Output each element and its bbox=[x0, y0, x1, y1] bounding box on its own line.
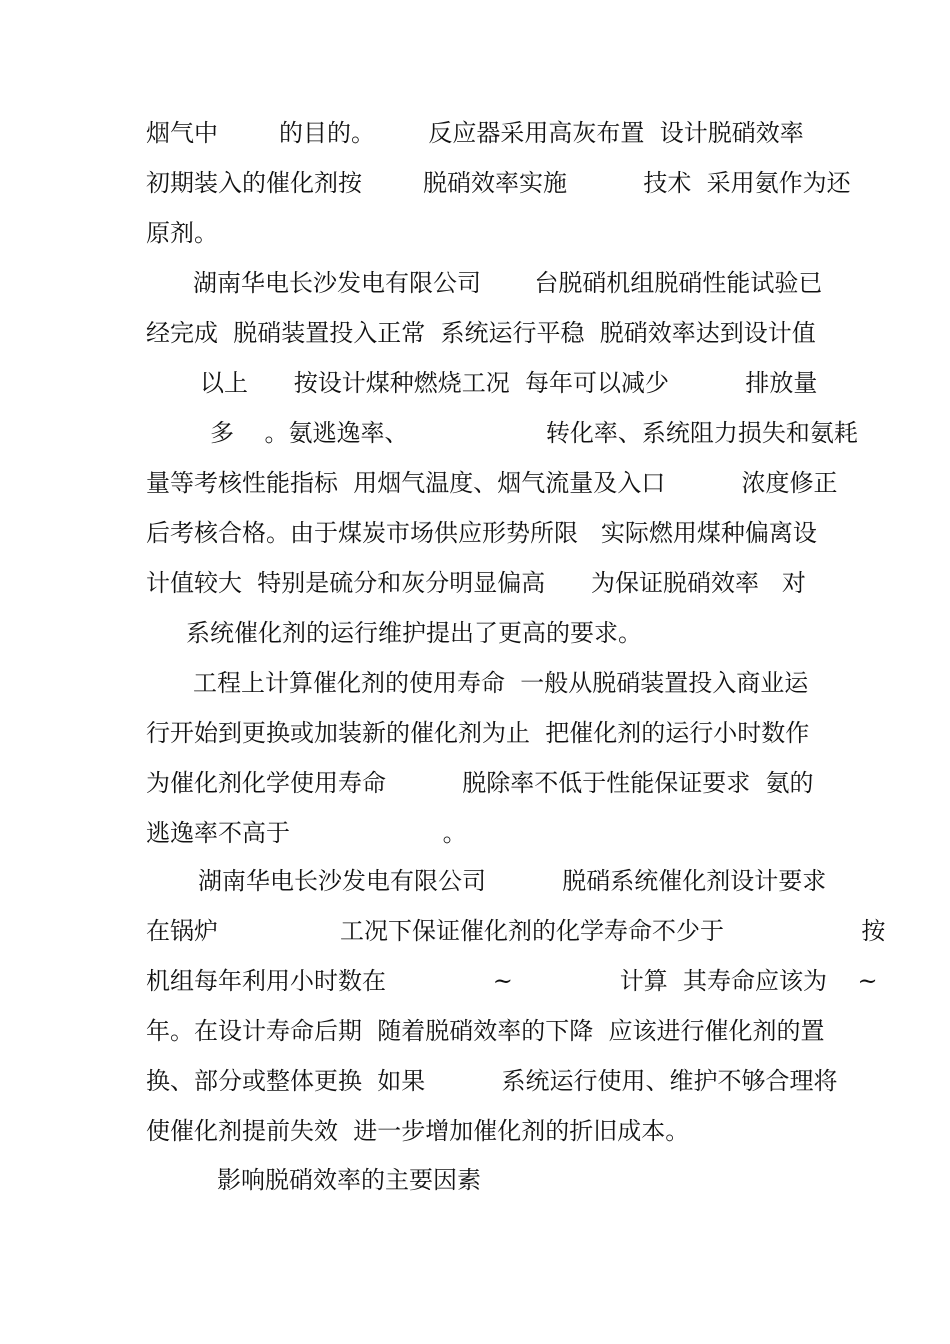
text-line: 量等考核性能指标 用烟气温度、烟气流量及入口 浓度修正 bbox=[146, 469, 838, 497]
text-line: 年。在设计寿命后期 随着脱硝效率的下降 应该进行催化剂的置 bbox=[146, 1017, 825, 1045]
text-line: 在锅炉 工况下保证催化剂的化学寿命不少于 按 bbox=[146, 917, 886, 945]
section-heading: 影响脱硝效率的主要因素 bbox=[217, 1166, 481, 1194]
text-line: 以上 按设计煤种燃烧工况 每年可以减少 排放量 bbox=[200, 369, 818, 397]
text-line: 计值较大 特别是硫分和灰分明显偏高 为保证脱硝效率 对 bbox=[146, 569, 806, 597]
text-line: 机组每年利用小时数在 ~ 计算 其寿命应该为 ~ bbox=[146, 967, 878, 995]
text-line: 为催化剂化学使用寿命 脱除率不低于性能保证要求 氨的 bbox=[146, 769, 814, 797]
text-line: 多 。氨逃逸率、 转化率、系统阻力损失和氨耗 bbox=[210, 419, 858, 447]
text-line: 系统催化剂的运行维护提出了更高的要求。 bbox=[186, 619, 642, 647]
text-line: 经完成 脱硝装置投入正常 系统运行平稳 脱硝效率达到设计值 bbox=[146, 319, 816, 347]
text-line: 原剂。 bbox=[146, 219, 218, 247]
text-line: 行开始到更换或加装新的催化剂为止 把催化剂的运行小时数作 bbox=[146, 719, 810, 747]
text-line: 初期装入的催化剂按 脱硝效率实施 技术 采用氨作为还 bbox=[146, 169, 851, 197]
text-line: 烟气中 的目的。 反应器采用高灰布置 设计脱硝效率 bbox=[146, 119, 804, 147]
text-line: 湖南华电长沙发电有限公司 台脱硝机组脱硝性能试验已 bbox=[193, 269, 823, 297]
text-line: 后考核合格。由于煤炭市场供应形势所限 实际燃用煤种偏离设 bbox=[146, 519, 817, 547]
text-line: 工程上计算催化剂的使用寿命 一般从脱硝装置投入商业运 bbox=[193, 669, 809, 697]
text-line: 使催化剂提前失效 进一步增加催化剂的折旧成本。 bbox=[146, 1117, 690, 1145]
text-line: 逃逸率不高于 。 bbox=[146, 819, 467, 847]
text-line: 换、部分或整体更换 如果 系统运行使用、维护不够合理将 bbox=[146, 1067, 838, 1095]
text-line: 湖南华电长沙发电有限公司 脱硝系统催化剂设计要求 bbox=[198, 867, 827, 895]
